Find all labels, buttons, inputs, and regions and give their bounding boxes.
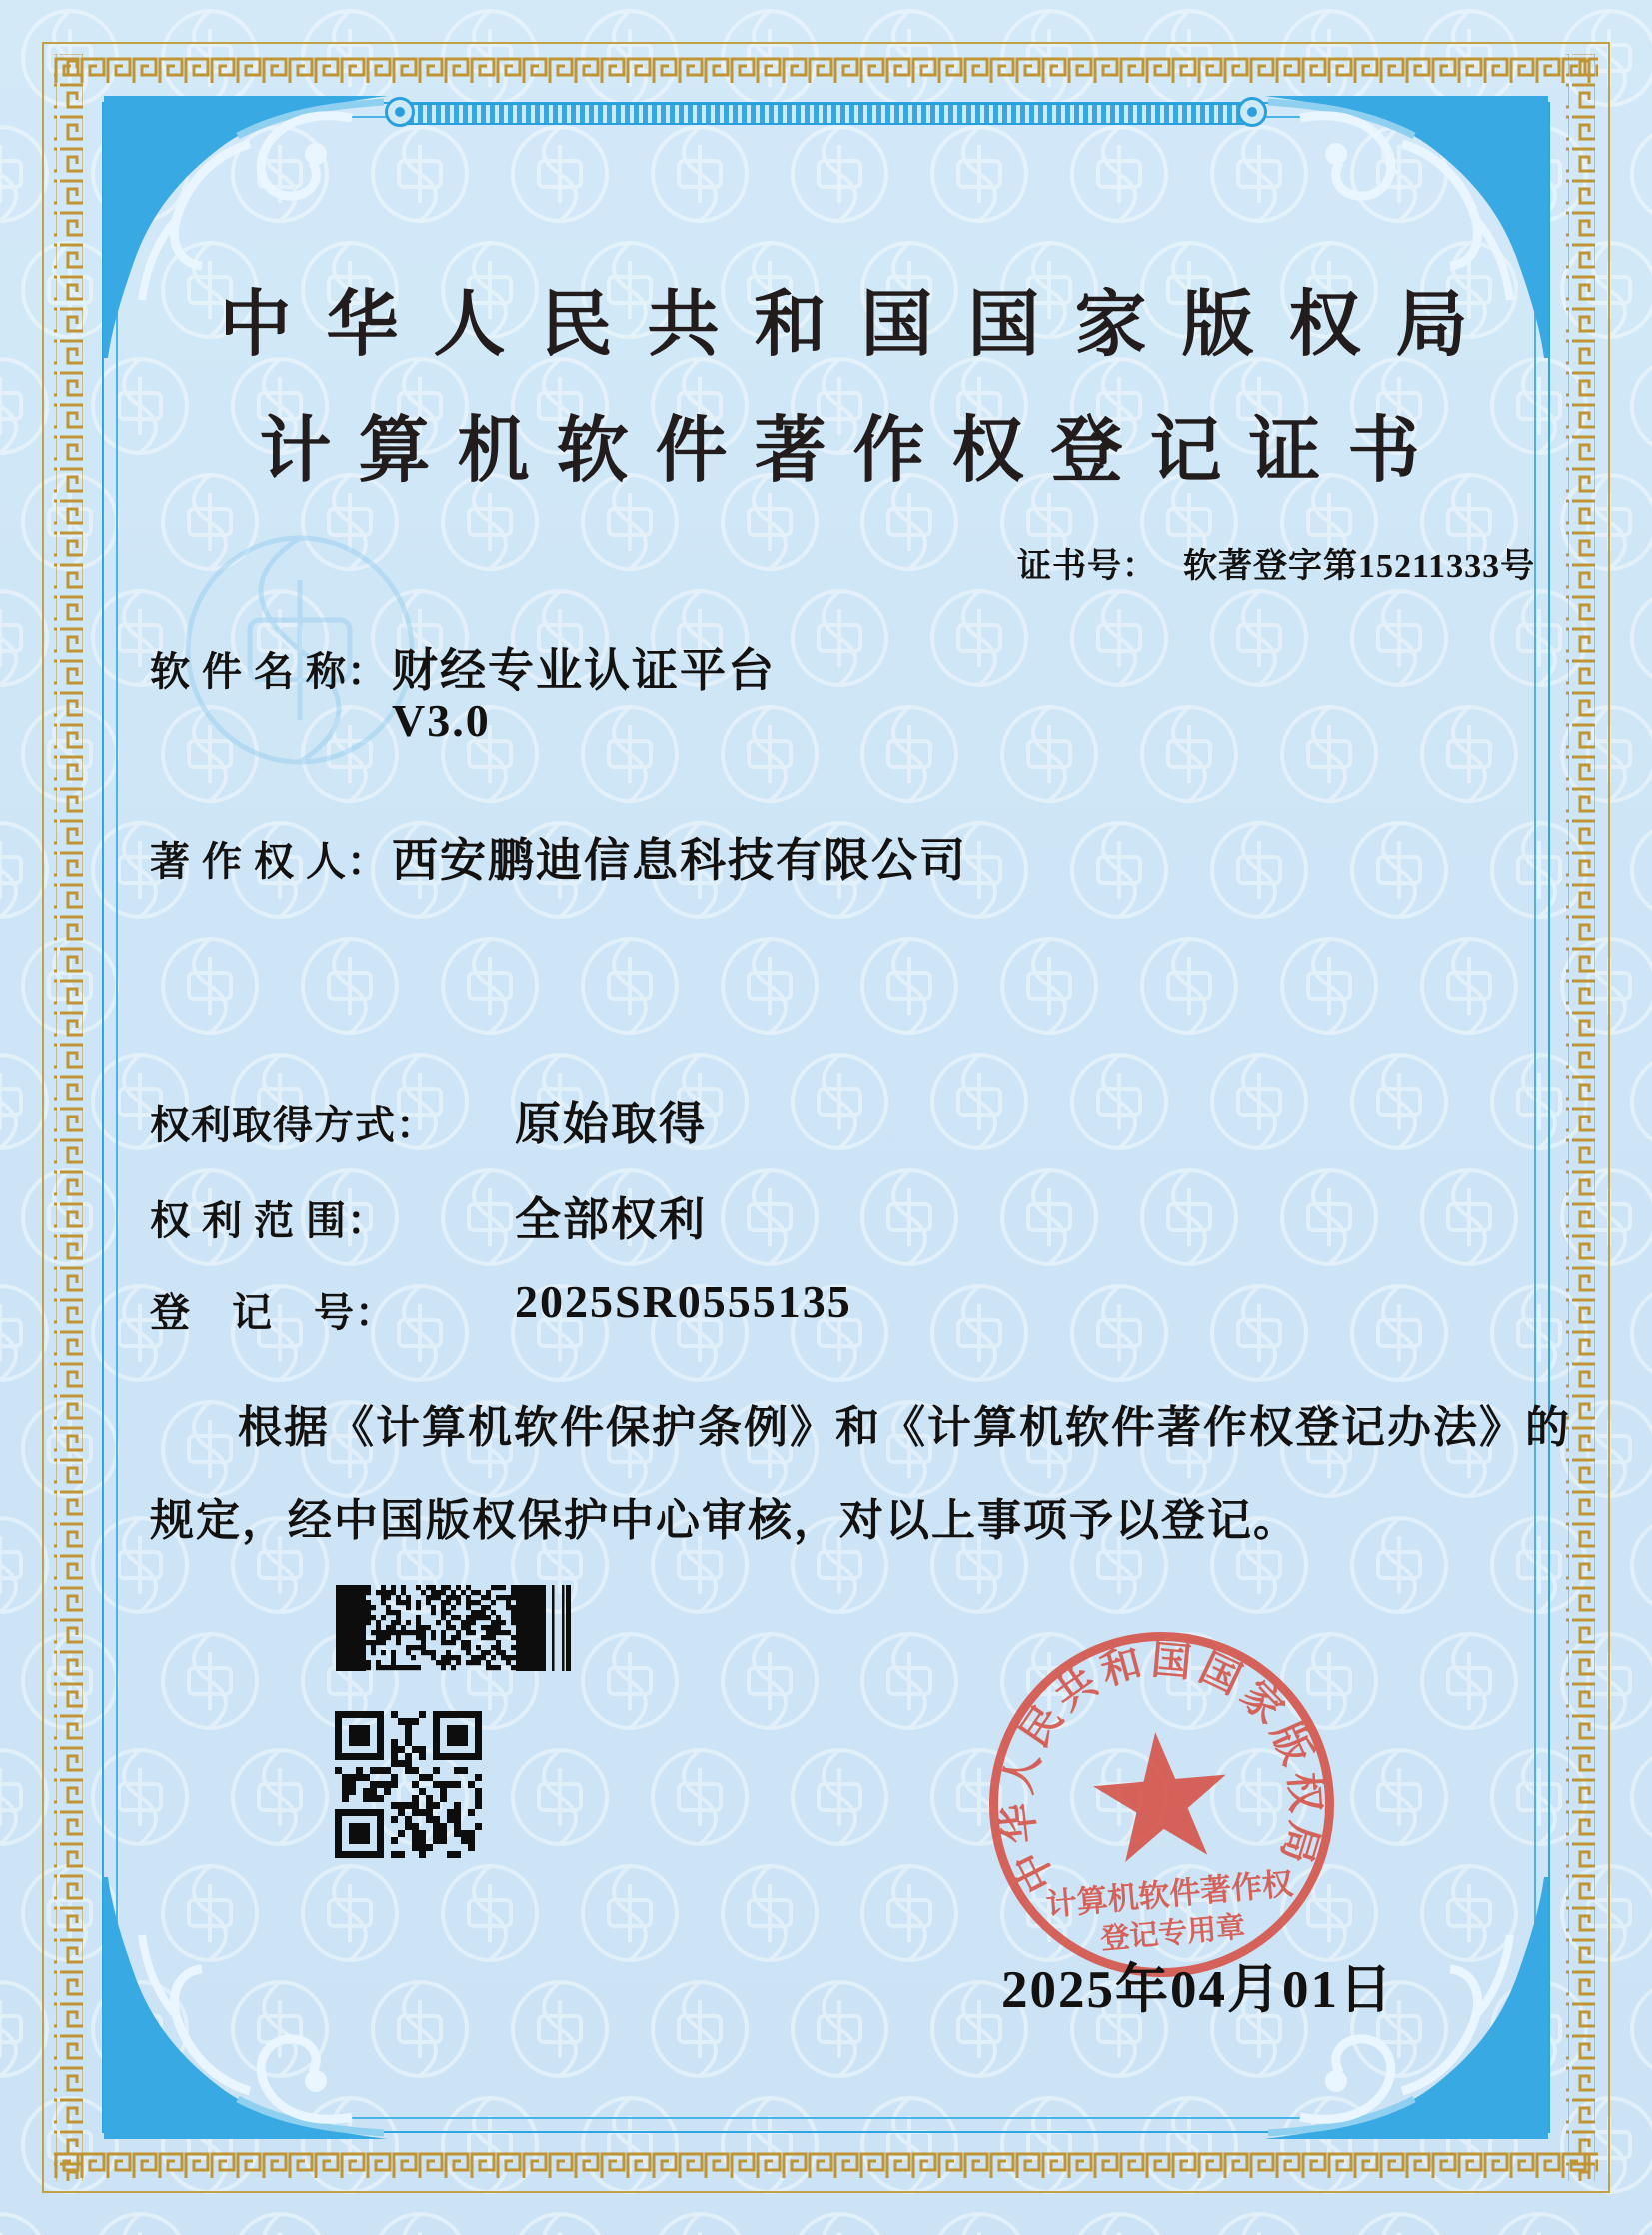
software-name-label: 软 件 名 称： [150,649,388,694]
certificate-title-line2: 计算机软件著作权登记证书 [259,411,1447,491]
cert-number-label: 证书号： [1017,548,1157,585]
corner-flourish-bottom-left [100,1873,400,2143]
rights-scope-label: 权 利 范 围： [150,1198,388,1243]
cert-number-value: 软著登字第15211333号 [1183,548,1536,585]
cert-number-row [1017,538,1535,587]
software-version-value: V3.0 [392,695,491,746]
gold-meander-border-top [54,54,1598,86]
registration-number-label: 登 记 号： [150,1290,396,1335]
seal-star [1089,1726,1233,1864]
barcode [336,1585,573,1671]
registration-number-value: 2025SR0555135 [515,1276,852,1327]
rights-scope-value: 全部权利 [515,1194,707,1245]
gold-meander-border-left [54,54,86,2181]
qr-code [335,1711,482,1858]
certificate-title-line1: 中华人民共和国国家版权局 [219,285,1503,365]
copyright-owner-value: 西安鹏迪信息科技有限公司 [392,835,967,886]
software-name-value: 财经专业认证平台 [392,645,776,696]
issue-date: 2025年04月01日 [1001,1961,1394,2019]
acquisition-method-value: 原始取得 [515,1099,707,1149]
acquisition-method-label: 权利取得方式： [150,1103,437,1147]
seal-ring-text: 中华人民共和国国家版权局 [993,1637,1329,1900]
copyright-owner-label: 著 作 权 人： [150,839,388,884]
gold-meander-border-bottom [54,2149,1598,2181]
statement-line2: 规定，经中国版权保护中心审核，对以上事项予以登记。 [150,1496,1299,1545]
seal-caption-line1: 计算机软件著作权 [1044,1865,1295,1923]
gold-meander-border-right [1566,54,1598,2181]
seal-caption-line2: 登记专用章 [1099,1911,1247,1956]
statement-line1: 根据《计算机软件保护条例》和《计算机软件著作权登记办法》的 [238,1403,1571,1452]
top-border-ribbon [400,103,1252,125]
